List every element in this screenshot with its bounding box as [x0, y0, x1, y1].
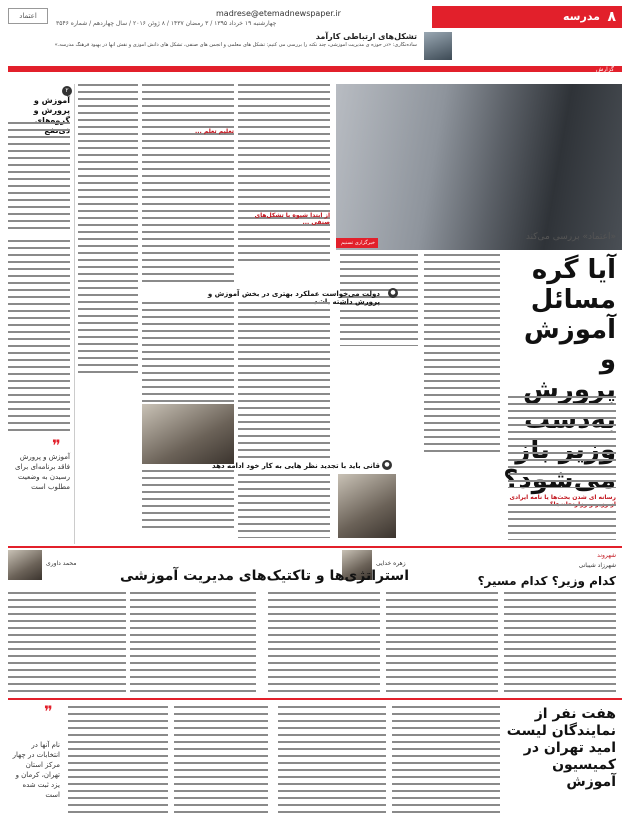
s3-col-3	[174, 706, 268, 814]
body-col-8	[142, 470, 234, 530]
s2-col-2	[386, 592, 498, 694]
body-col-7	[142, 302, 234, 402]
red-subhead-2: تعلیم تعلم ...	[194, 128, 234, 135]
column-rule	[74, 84, 75, 544]
s3-col-1	[392, 706, 500, 814]
s2-col-1	[504, 592, 616, 694]
lead-body-col-0	[508, 396, 616, 488]
lead-body-col-end	[508, 504, 616, 540]
banner-text: ساده‌نگاری: «در حوزه ی مدیریت آموزشی، چند نکته را بررسی می کنیم: تشکل های معلمی و انجمن های صنفی، تشکل های دانش آموزی و نقش آنها در بهبود فرهنگ مدرسه.»	[54, 42, 417, 48]
separator-icon: ●	[382, 460, 392, 470]
sidebar-headline: آموزش و پرورش و گروه‌های ذی‌نفع	[33, 96, 70, 135]
sidebar-number-icon: ۲	[62, 86, 72, 96]
newspaper-logo: اعتماد	[8, 8, 48, 24]
inset-photo-official	[142, 404, 234, 464]
page-header	[8, 6, 622, 28]
s2-col-3	[268, 592, 380, 694]
left-byline: محمد داوری	[46, 560, 77, 567]
section-three-headline: هفت نفر از نمایندگان لیست امید تهران در کمیسیون آموزش	[506, 706, 616, 790]
inset-photo-minister	[338, 474, 396, 538]
quote-icon: ❞	[44, 702, 53, 721]
center-byline: زهره خدایی	[376, 560, 406, 567]
red-subhead-3: رسانه ای شدن بحث‌ها یا نامه ایرادی از وزیر و وزارتخانه‌ها؟	[509, 494, 616, 508]
body-col-4	[142, 84, 234, 284]
s2-col-4	[130, 592, 256, 694]
right-byline: شهرزاد شیبانی	[578, 562, 616, 569]
lead-headline: آیا گره مسائل آموزش و پرورش به‌دست وزیر باز می‌شود؟	[503, 255, 616, 495]
body-col-9	[238, 474, 330, 538]
sidebar-quote-1: آموزش و پرورش فاقد برنامه‌ای برای رسیدن به وضعیت مطلوب است	[14, 453, 70, 491]
section-two-divider	[8, 546, 622, 548]
section-divider	[8, 66, 622, 72]
s2-col-5	[8, 592, 126, 694]
section-tab	[432, 6, 622, 28]
lead-body-col-1	[424, 254, 500, 454]
lead-subhead-2: قانی باید با تجدید نظر هایی به کار خود ادامه دهد	[212, 462, 380, 470]
body-col-5	[78, 84, 138, 374]
section-three-divider	[8, 698, 622, 700]
body-col-3	[238, 84, 330, 264]
dateline: چهارشنبه ۱۹ خرداد ۱۳۹۵ / ۳ رمضان ۱۴۳۷ / ۸ ژوئن ۲۰۱۶ / سال چهاردهم / شماره ۳۵۴۶	[56, 20, 277, 27]
lead-kicker: «اعتماد» بررسی می‌کند	[525, 232, 616, 242]
lead-photo	[336, 84, 622, 250]
red-subhead-1: از ابتدا شیوه با تشکل‌های صنفی ...	[254, 212, 330, 226]
quote-icon: ❞	[52, 436, 61, 455]
banner-author-photo	[424, 32, 452, 60]
banner	[8, 30, 622, 60]
photo-credit: خبرگزاری تسنیم	[336, 238, 378, 248]
report-label: گزارش	[595, 66, 614, 73]
sidebar-body-2	[8, 240, 70, 434]
section-two-label: شهروند	[597, 552, 616, 559]
section-two-side-headline: کدام وزیر؟ کدام مسیر؟	[477, 574, 616, 588]
section-two-headline: استراتژی‌ها و تاکتیک‌های مدیریت آموزشی	[120, 568, 409, 584]
lead-subhead-1: دولت می‌خواست عملکرد بهتری در بخش آموزش و پرورش داشته باشد	[207, 290, 380, 306]
section-title: مدرسه	[563, 10, 600, 23]
author-photo-left	[8, 550, 42, 580]
banner-title: تشکل‌های ارتباطی کارآمد	[315, 32, 417, 41]
s3-col-2	[278, 706, 386, 814]
section-three-quote: نام آنها در انتخابات در چهار مرکز استان تهران، کرمان و یزد ثبت شده است	[12, 741, 60, 799]
separator-icon: ●	[388, 288, 398, 298]
sidebar-body	[8, 122, 70, 232]
s3-col-4	[68, 706, 168, 814]
body-col-6	[238, 302, 330, 462]
page-number: ۸	[607, 9, 616, 25]
section-email[interactable]: madrese@etemadnewspaper.ir	[216, 9, 341, 18]
